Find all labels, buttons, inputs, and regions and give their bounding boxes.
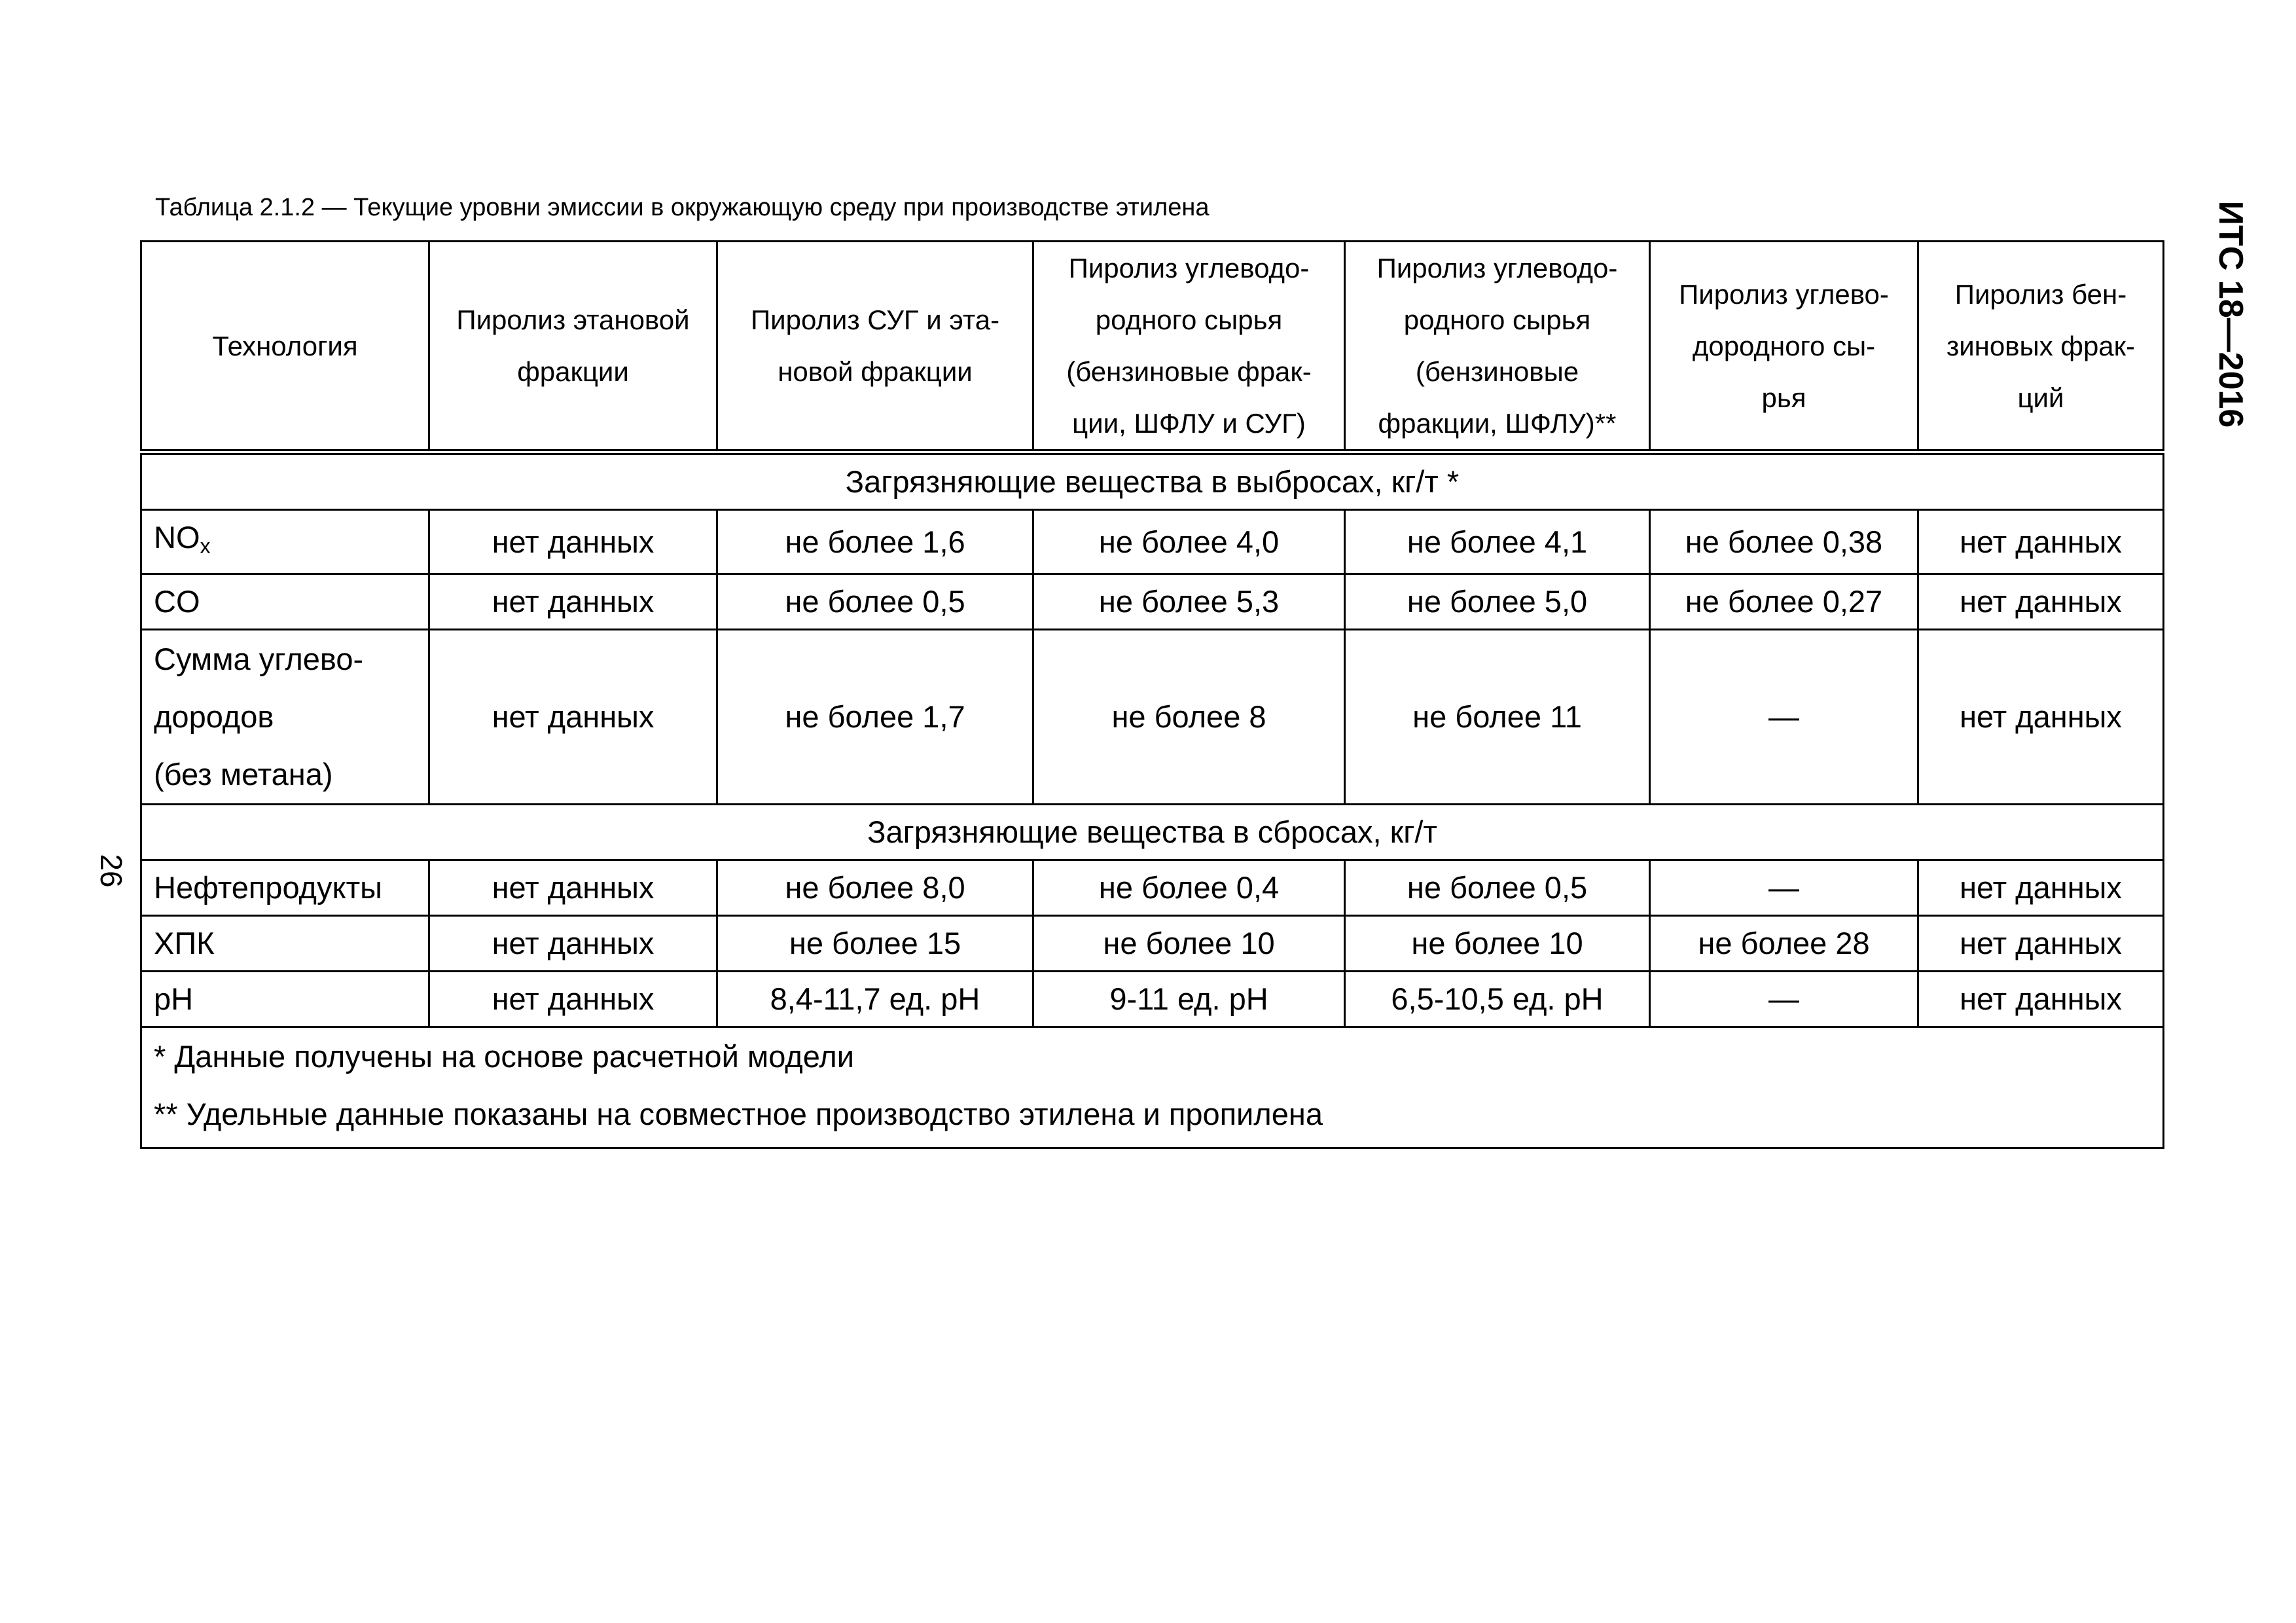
document-code — [2211, 190, 2250, 439]
row-label-hydrocarbons-line: (без метана) — [154, 757, 333, 792]
table-cell: не более 8 — [1033, 630, 1345, 805]
table-row-cod — [141, 916, 2164, 972]
page-number-text: 26 — [94, 854, 128, 888]
table-cell: нет данных — [429, 916, 717, 972]
table-cell: не более 0,27 — [1650, 574, 1918, 630]
table-cell: нет данных — [1918, 916, 2164, 972]
row-label-cod: ХПК — [141, 916, 429, 972]
table-cell: нет данных — [429, 574, 717, 630]
header-col-2-line: новой фракции — [778, 356, 973, 387]
row-label-co: CO — [141, 574, 429, 630]
table-cell: нет данных — [1918, 860, 2164, 916]
table-cell: не более 10 — [1345, 916, 1650, 972]
table-cell: не более 5,0 — [1345, 574, 1650, 630]
row-label-nox-main: NO — [154, 520, 200, 555]
row-label-hydrocarbons — [141, 630, 429, 805]
header-col-6-line: Пиролиз бен- — [1954, 278, 2127, 310]
table-note: * Данные получены на основе расчетной модели — [154, 1039, 854, 1074]
emissions-table — [140, 240, 2164, 1149]
table-notes-row — [141, 1027, 2164, 1148]
table-cell: не более 15 — [717, 916, 1033, 972]
table-row-co — [141, 574, 2164, 630]
page-number — [92, 845, 131, 897]
header-col-4-line: фракции, ШФЛУ)** — [1378, 408, 1617, 439]
table-cell: 8,4-11,7 ед. pH — [717, 972, 1033, 1027]
table-note: ** Удельные данные показаны на совместное производство этилена и пропилена — [154, 1097, 1323, 1131]
table-cell: не более 5,3 — [1033, 574, 1345, 630]
table-cell: не более 1,7 — [717, 630, 1033, 805]
table-cell: — — [1650, 860, 1918, 916]
table-cell: не более 28 — [1650, 916, 1918, 972]
table-cell: не более 0,5 — [1345, 860, 1650, 916]
header-col-2 — [717, 242, 1033, 452]
table-row-hydrocarbons — [141, 630, 2164, 805]
table-cell: не более 11 — [1345, 630, 1650, 805]
table-cell: нет данных — [429, 630, 717, 805]
table-caption: Таблица 2.1.2 — Текущие уровни эмиссии в окружающую среду при производстве этилена — [155, 194, 1210, 221]
table-cell: нет данных — [1918, 972, 2164, 1027]
table-cell: нет данных — [429, 510, 717, 574]
header-col-5 — [1650, 242, 1918, 452]
table-cell: нет данных — [429, 972, 717, 1027]
row-label-nox-subscript: x — [200, 534, 211, 558]
table-cell: 6,5-10,5 ед. pH — [1345, 972, 1650, 1027]
header-col-3-line: ции, ШФЛУ и СУГ) — [1072, 408, 1306, 439]
header-col-1-line: фракции — [517, 356, 629, 387]
table-row-ph — [141, 972, 2164, 1027]
table-cell: не более 10 — [1033, 916, 1345, 972]
header-col-3-line: Пиролиз углеводо- — [1068, 253, 1310, 283]
table-cell: — — [1650, 972, 1918, 1027]
header-col-3 — [1033, 242, 1345, 452]
table-notes — [141, 1027, 2164, 1148]
section-title-discharges: Загрязняющие вещества в сбросах, кг/т — [141, 805, 2164, 860]
section-title-emissions: Загрязняющие вещества в выбросах, кг/т * — [141, 452, 2164, 510]
table-cell: нет данных — [1918, 510, 2164, 574]
table-cell: не более 0,38 — [1650, 510, 1918, 574]
row-label-hydrocarbons-line: Сумма углево- — [154, 642, 364, 676]
table-row-oil-products — [141, 860, 2164, 916]
header-col-4 — [1345, 242, 1650, 452]
table-cell: не более 4,0 — [1033, 510, 1345, 574]
header-col-4-line: родного сырья — [1403, 304, 1591, 335]
header-col-2-line: Пиролиз СУГ и эта- — [750, 304, 1000, 335]
table-cell: нет данных — [1918, 630, 2164, 805]
row-label-nox — [141, 510, 429, 574]
header-col-1 — [429, 242, 717, 452]
table-cell: не более 0,4 — [1033, 860, 1345, 916]
header-col-6 — [1918, 242, 2164, 452]
section-row-emissions — [141, 452, 2164, 510]
header-col-5-line: Пиролиз углево- — [1679, 278, 1889, 310]
document-code-text: ИТС 18—2016 — [2212, 200, 2250, 428]
table-header-row — [141, 242, 2164, 452]
header-col-5-line: рья — [1761, 382, 1806, 413]
row-label-hydrocarbons-line: дородов — [154, 699, 274, 734]
table-row-nox — [141, 510, 2164, 574]
header-col-3-line: (бензиновые фрак- — [1066, 356, 1312, 387]
row-label-ph: pH — [141, 972, 429, 1027]
header-col-1-line: Пиролиз этановой — [456, 304, 690, 335]
table-cell: не более 4,1 — [1345, 510, 1650, 574]
header-col-5-line: дородного сы- — [1692, 330, 1876, 361]
header-col-6-line: ций — [2017, 382, 2064, 413]
table-cell: нет данных — [1918, 574, 2164, 630]
table-cell: 9-11 ед. pH — [1033, 972, 1345, 1027]
section-row-discharges — [141, 805, 2164, 860]
table-cell: не более 1,6 — [717, 510, 1033, 574]
header-col-3-line: родного сырья — [1095, 304, 1283, 335]
header-col-4-line: (бензиновые — [1415, 356, 1579, 387]
table-cell: нет данных — [429, 860, 717, 916]
table-cell: — — [1650, 630, 1918, 805]
table-cell: не более 0,5 — [717, 574, 1033, 630]
header-col-6-line: зиновых фрак- — [1946, 330, 2136, 361]
row-label-oil-products: Нефтепродукты — [141, 860, 429, 916]
table-cell: не более 8,0 — [717, 860, 1033, 916]
header-technology: Технология — [141, 242, 429, 452]
header-col-4-line: Пиролиз углеводо- — [1376, 253, 1618, 283]
